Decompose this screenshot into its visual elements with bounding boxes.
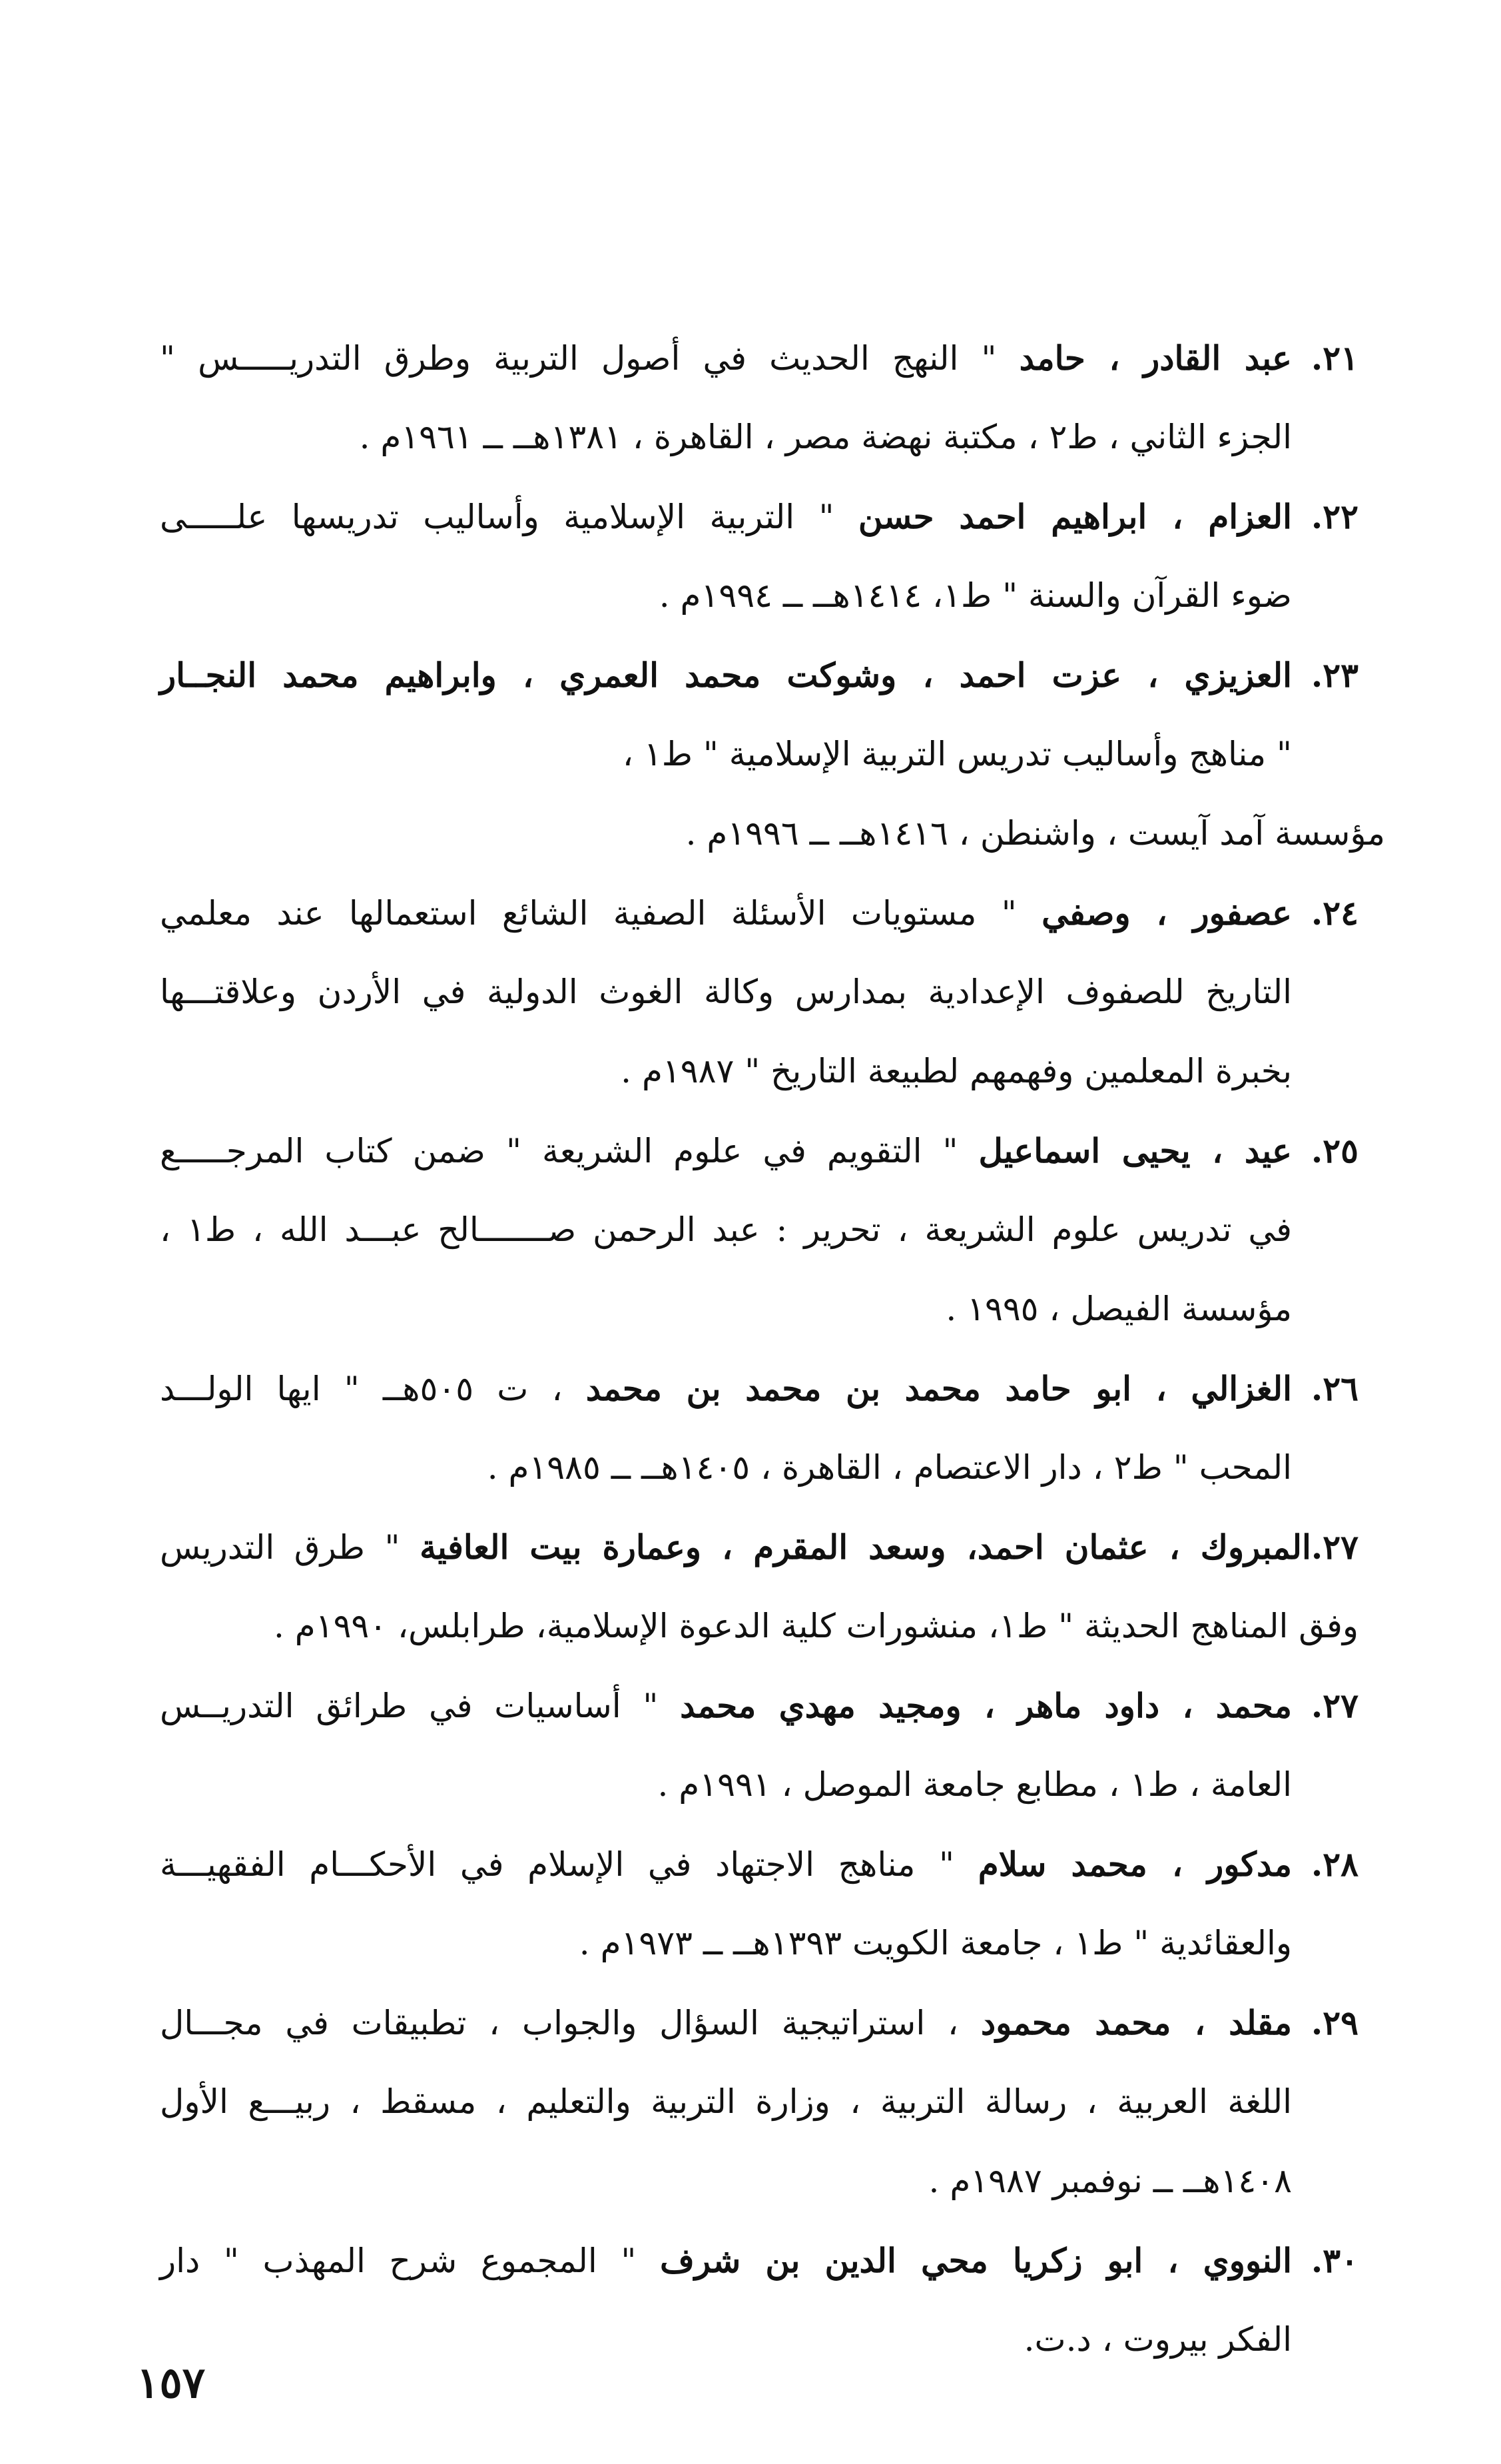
reference-26-line-1 bbox=[160, 1349, 1358, 1428]
reference-author: مقلد ، محمد محمود bbox=[980, 2003, 1292, 2042]
reference-23-line-1 bbox=[160, 635, 1358, 715]
reference-29-line-3: ١٤٠٨هــ ــ نوفمبر ١٩٨٧م . bbox=[928, 2162, 1292, 2200]
reference-number: ٢٧. bbox=[1311, 1686, 1358, 1725]
reference-title: " النهج الحديث في أصول التربية وطرق التدريـــــس " bbox=[160, 339, 1020, 378]
reference-23-line-3: مؤسسة آمد آيست ، واشنطن ، ١٤١٦هــ ــ ١٩٩٦م . bbox=[685, 814, 1385, 853]
reference-number: ٢٩. bbox=[1311, 2003, 1358, 2042]
reference-24-line-1 bbox=[160, 873, 1358, 953]
reference-title: " طرق التدريس bbox=[160, 1528, 420, 1567]
page-number: ١٥٧ bbox=[137, 2358, 206, 2408]
reference-27a-line-1 bbox=[160, 1507, 1358, 1587]
references-list bbox=[160, 318, 1385, 2379]
reference-title: " مستويات الأسئلة الصفية الشائع استعمالها عند معلمي bbox=[160, 894, 1042, 933]
reference-27b-line-1 bbox=[160, 1666, 1358, 1745]
reference-author: المبروك ، عثمان احمد، وسعد المقرم ، وعمارة بيت العافية bbox=[420, 1527, 1311, 1567]
reference-number: ٢٢. bbox=[1311, 497, 1359, 536]
reference-number: ٢٧. bbox=[1311, 1527, 1358, 1567]
reference-author: العزام ، ابراهيم احمد حسن bbox=[858, 497, 1293, 536]
reference-author: عصفور ، وصفي bbox=[1042, 893, 1292, 933]
reference-title: " التربية الإسلامية وأساليب تدريسها علـــــى bbox=[160, 498, 858, 536]
reference-27b-line-2: العامة ، ط١ ، مطابع جامعة الموصل ، ١٩٩١م . bbox=[657, 1765, 1292, 1804]
reference-title: " التقويم في علوم الشريعة " ضمن كتاب المرجـــــع bbox=[160, 1132, 979, 1170]
reference-number: ٢٨. bbox=[1311, 1845, 1358, 1884]
reference-author: الغزالي ، ابو حامد محمد بن محمد بن محمد bbox=[585, 1369, 1293, 1408]
reference-title: " مناهج الاجتهاد في الإسلام في الأحكـــام الفقهيـــة bbox=[160, 1845, 978, 1884]
reference-author: النووي ، ابو زكريا محي الدين بن شرف bbox=[659, 2241, 1292, 2280]
reference-author: عبد القادر ، حامد bbox=[1019, 338, 1292, 378]
reference-22-line-1 bbox=[160, 477, 1358, 556]
reference-30-line-2: الفكر بيروت ، د.ت. bbox=[1024, 2320, 1292, 2359]
reference-number: ٢١. bbox=[1311, 338, 1358, 378]
reference-23-line-2: " مناهج وأساليب تدريس التربية الإسلامية " ط١ ، bbox=[622, 735, 1292, 773]
reference-25-line-3: مؤسسة الفيصل ، ١٩٩٥ . bbox=[946, 1290, 1292, 1328]
reference-author: عيد ، يحيى اسماعيل bbox=[978, 1131, 1292, 1170]
reference-number: ٣٠. bbox=[1311, 2241, 1358, 2280]
reference-25-line-1 bbox=[160, 1111, 1358, 1190]
reference-21-line-1 bbox=[160, 318, 1358, 398]
reference-number: ٢٥. bbox=[1311, 1131, 1358, 1170]
reference-author: مدكور ، محمد سلام bbox=[978, 1845, 1292, 1884]
reference-24-line-2: التاريخ للصفوف الإعدادية بمدارس وكالة الغوث الدولية في الأردن وعلاقتـــها bbox=[160, 973, 1292, 1011]
reference-title: " أساسيات في طرائق التدريــس bbox=[160, 1687, 681, 1725]
reference-number: ٢٤. bbox=[1311, 893, 1358, 933]
reference-author: محمد ، داود ماهر ، ومجيد مهدي محمد bbox=[680, 1686, 1292, 1725]
reference-24-line-3: بخبرة المعلمين وفهمهم لطبيعة التاريخ " ١٩٨٧م . bbox=[621, 1052, 1292, 1090]
reference-29-line-1 bbox=[160, 1983, 1358, 2062]
reference-number: ٢٣. bbox=[1311, 655, 1358, 695]
reference-title: ، استراتيجية السؤال والجواب ، تطبيقات في مجـــال bbox=[160, 2004, 981, 2042]
reference-title: " المجموع شرح المهذب " دار bbox=[160, 2242, 660, 2280]
reference-title: ، ت ٥٠٥هــ " ايها الولـــد bbox=[160, 1370, 586, 1408]
reference-26-line-2: المحب " ط٢ ، دار الاعتصام ، القاهرة ، ١٤٠٥هــ ــ ١٩٨٥م . bbox=[487, 1448, 1292, 1487]
reference-21-line-2: الجزء الثاني ، ط٢ ، مكتبة نهضة مصر ، القاهرة ، ١٣٨١هــ ــ ١٩٦١م . bbox=[359, 418, 1292, 456]
reference-30-line-1 bbox=[160, 2221, 1358, 2300]
reference-number: ٢٦. bbox=[1311, 1369, 1359, 1408]
reference-27a-line-2: وفق المناهج الحديثة " ط١، منشورات كلية الدعوة الإسلامية، طرابلس، ١٩٩٠م . bbox=[273, 1607, 1358, 1645]
reference-25-line-2: في تدريس علوم الشريعة ، تحرير : عبد الرحمن صـــــــالح عبـــد الله ، ط١ ، bbox=[160, 1210, 1293, 1249]
reference-author: العزيزي ، عزت احمد ، وشوكت محمد العمري ، وابراهيم محمد النجــار bbox=[160, 655, 1292, 695]
reference-22-line-2: ضوء القرآن والسنة " ط١، ١٤١٤هــ ــ ١٩٩٤م . bbox=[659, 576, 1292, 615]
reference-28-line-1 bbox=[160, 1825, 1358, 1904]
reference-29-line-2: اللغة العربية ، رسالة التربية ، وزارة التربية والتعليم ، مسقط ، ربيـــع الأول bbox=[160, 2082, 1292, 2121]
reference-28-line-2: والعقائدية " ط١ ، جامعة الكويت ١٣٩٣هــ ــ ١٩٧٣م . bbox=[579, 1924, 1292, 1962]
